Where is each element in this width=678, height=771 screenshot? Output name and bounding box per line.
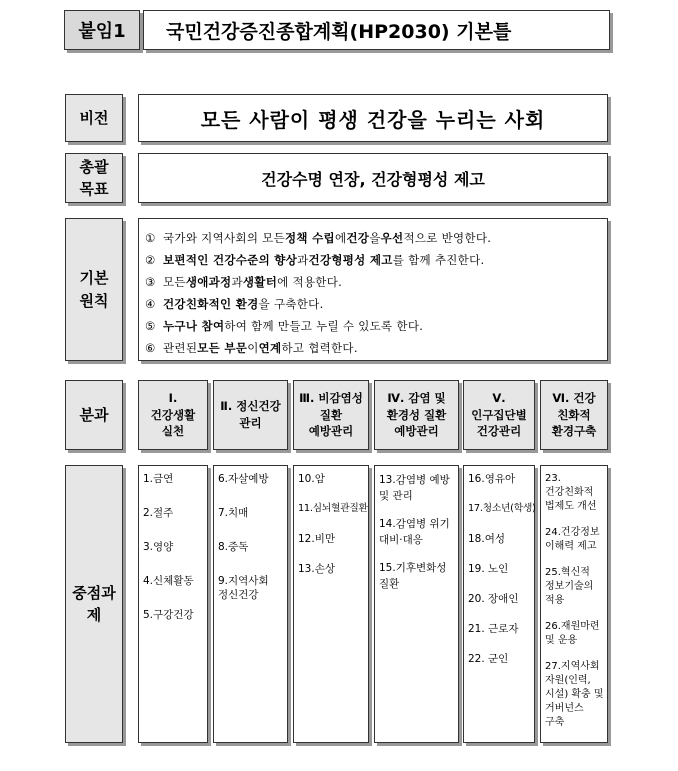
list-item: 6.자살예방 [218, 473, 269, 485]
category-header: Ⅲ. 비감염성 질환 예방관리 [293, 380, 369, 450]
list-item: 14.감염병 위기 대비·대응 [379, 518, 450, 546]
goal-label: 총괄 목표 [65, 153, 123, 203]
list-item: 15.기후변화성 질환 [379, 562, 447, 590]
principle-item: ① 국가와 지역사회의 모든 정책 수립 에 건강 을 우선 적으로 반영한다. [145, 231, 492, 245]
category-header: Ⅵ. 건강 친화적 환경구축 [540, 380, 608, 450]
list-item: 5.구강건강 [143, 609, 194, 621]
attachment-tag: 붙임1 [64, 10, 140, 50]
list-item: 3.영양 [143, 541, 174, 553]
goal-text: 건강수명 연장, 건강형평성 제고 [138, 153, 608, 203]
list-item: 13.손상 [298, 563, 335, 575]
category-header: Ⅰ. 건강생활 실천 [138, 380, 208, 450]
list-item: 27.지역사회 자원(인력, 시설) 확충 및 거버넌스 구축 [545, 661, 604, 728]
principle-item: ⑤ 누구나 참여 하여 함께 만들고 누릴 수 있도록 한다. [145, 319, 424, 333]
list-item: 19. 노인 [468, 563, 509, 575]
list-item: 7.치매 [218, 507, 249, 519]
task-column [293, 465, 369, 743]
principle-item: ③ 모든 생애과정 과 생활터 에 적용한다. [145, 275, 343, 289]
category-header: Ⅱ. 정신건강 관리 [213, 380, 288, 450]
principles-label: 기본 원칙 [65, 218, 123, 361]
list-item: 24.건강정보 이해력 제고 [545, 527, 600, 552]
list-item: 10.암 [298, 473, 325, 485]
list-item: 8.중독 [218, 541, 249, 553]
list-item: 17.청소년(학생) [468, 503, 536, 514]
list-item: 23.건강친화적 법제도 개선 [545, 473, 597, 512]
list-item: 16.영유아 [468, 473, 516, 485]
list-item: 21. 근로자 [468, 623, 519, 635]
focus-tasks-label: 중점과 제 [65, 465, 123, 743]
vision-text: 모든 사람이 평생 건강을 누리는 사회 [138, 94, 608, 142]
list-item: 20. 장애인 [468, 593, 519, 605]
task-column [540, 465, 608, 743]
list-item: 13.감염병 예방 및 관리 [379, 474, 450, 502]
list-item: 2.절주 [143, 507, 174, 519]
task-column [374, 465, 459, 743]
task-column [463, 465, 535, 743]
list-item: 12.비만 [298, 533, 335, 545]
category-header: Ⅴ. 인구집단별 건강관리 [463, 380, 535, 450]
category-header: Ⅳ. 감염 및 환경성 질환 예방관리 [374, 380, 459, 450]
list-item: 25.혁신적 정보기술의 적용 [545, 567, 594, 606]
list-item: 4.신체활동 [143, 575, 194, 587]
list-item: 1.금연 [143, 473, 174, 485]
task-column [213, 465, 288, 743]
vision-label: 비전 [65, 94, 123, 142]
document-title: 국민건강증진종합계획(HP2030) 기본틀 [143, 10, 610, 50]
task-column [138, 465, 208, 743]
principle-item: ⑥ 관련된 모든 부문 이 연계 하고 협력한다. [145, 341, 358, 355]
principle-item: ④ 건강친화적인 환경 을 구축한다. [145, 297, 324, 311]
list-item: 11.심뇌혈관질환 [298, 503, 368, 514]
categories-label: 분과 [65, 380, 123, 450]
list-item: 18.여성 [468, 533, 505, 545]
principle-item: ② 보편적인 건강수준의 향상 과 건강형평성 제고 를 함께 추진한다. [145, 253, 485, 267]
list-item: 22. 군인 [468, 653, 509, 665]
list-item: 9.지역사회 정신건강 [218, 575, 269, 601]
principles-list [138, 218, 608, 361]
list-item: 26.재원마련 및 운용 [545, 621, 600, 646]
